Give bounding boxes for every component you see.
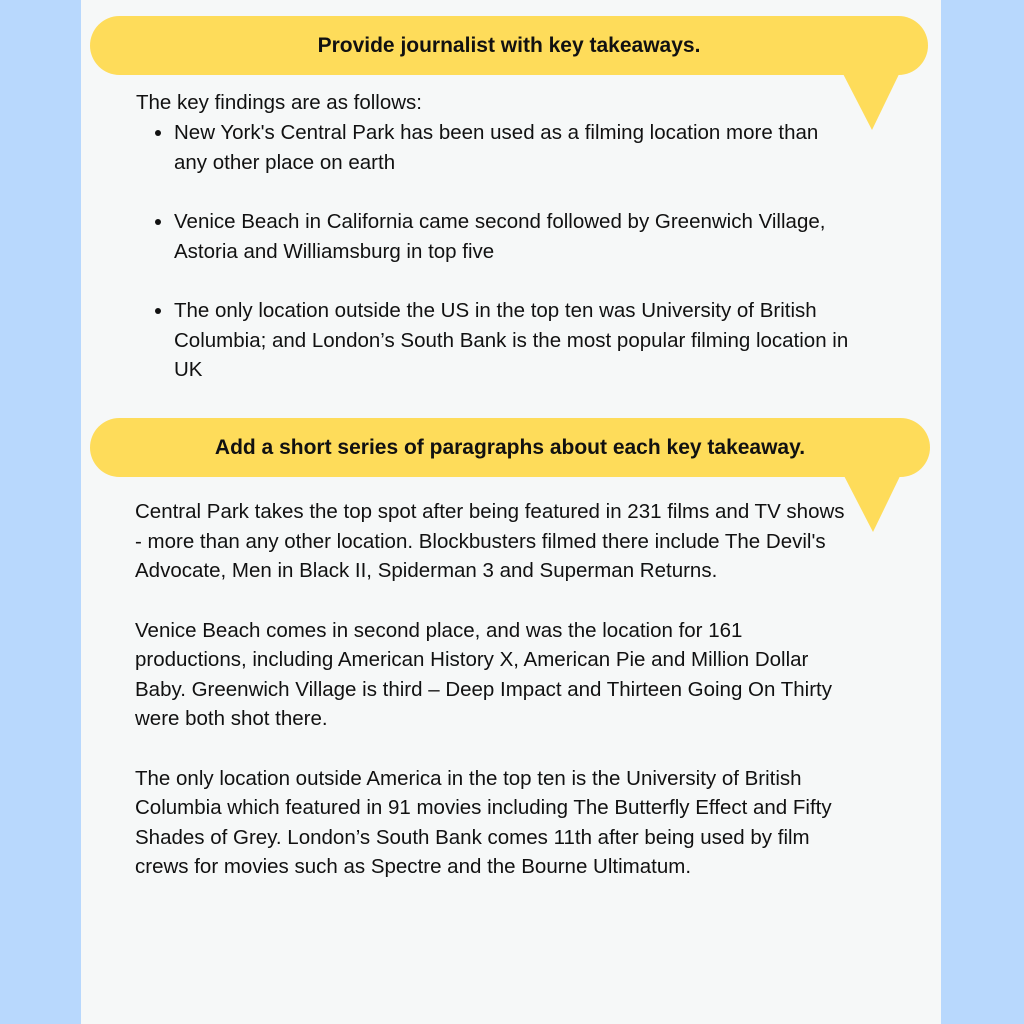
paragraph: The only location outside America in the top ten is the University of British Columbia which featured in 91 movies including The Butterfly Effect and Fifty Shades of Grey. London’s South Bank comes 11th after being used by film crews for movies such as Spectre and the Bourne Ultimatum. — [135, 766, 832, 878]
list-item: • The only location outside the US in the top ten was University of British Columbia; and London’s South Bank is the most popular filming location in UK — [174, 296, 854, 385]
paragraph: Central Park takes the top spot after being featured in 231 films and TV shows - more than any other location. Blockbusters filmed there include The Devil's Advocate, Men in Black II, Spiderman 3 and Superman Returns. — [135, 500, 845, 582]
list-item: • Venice Beach in California came second followed by Greenwich Village, Astoria and Williamsburg in top five — [174, 207, 854, 266]
list-item: • New York's Central Park has been used as a filming location more than any other place on earth — [174, 118, 854, 177]
takeaway-paragraphs — [135, 497, 855, 912]
findings-list — [150, 118, 854, 415]
prompt-heading-2: Add a short series of paragraphs about each key takeaway. — [214, 435, 806, 459]
prompt-heading-1: Provide journalist with key takeaways. — [317, 33, 701, 57]
prompt-bubble-1 — [90, 16, 928, 75]
findings-intro: The key findings are as follows: — [136, 91, 422, 114]
paragraph: Venice Beach comes in second place, and was the location for 161 productions, including American History X, American Pie and Million Dollar Baby. Greenwich Village is third – Deep Impact and Thirteen Going On Thirty were both shot there. — [135, 618, 832, 730]
prompt-bubble-2 — [90, 418, 930, 477]
